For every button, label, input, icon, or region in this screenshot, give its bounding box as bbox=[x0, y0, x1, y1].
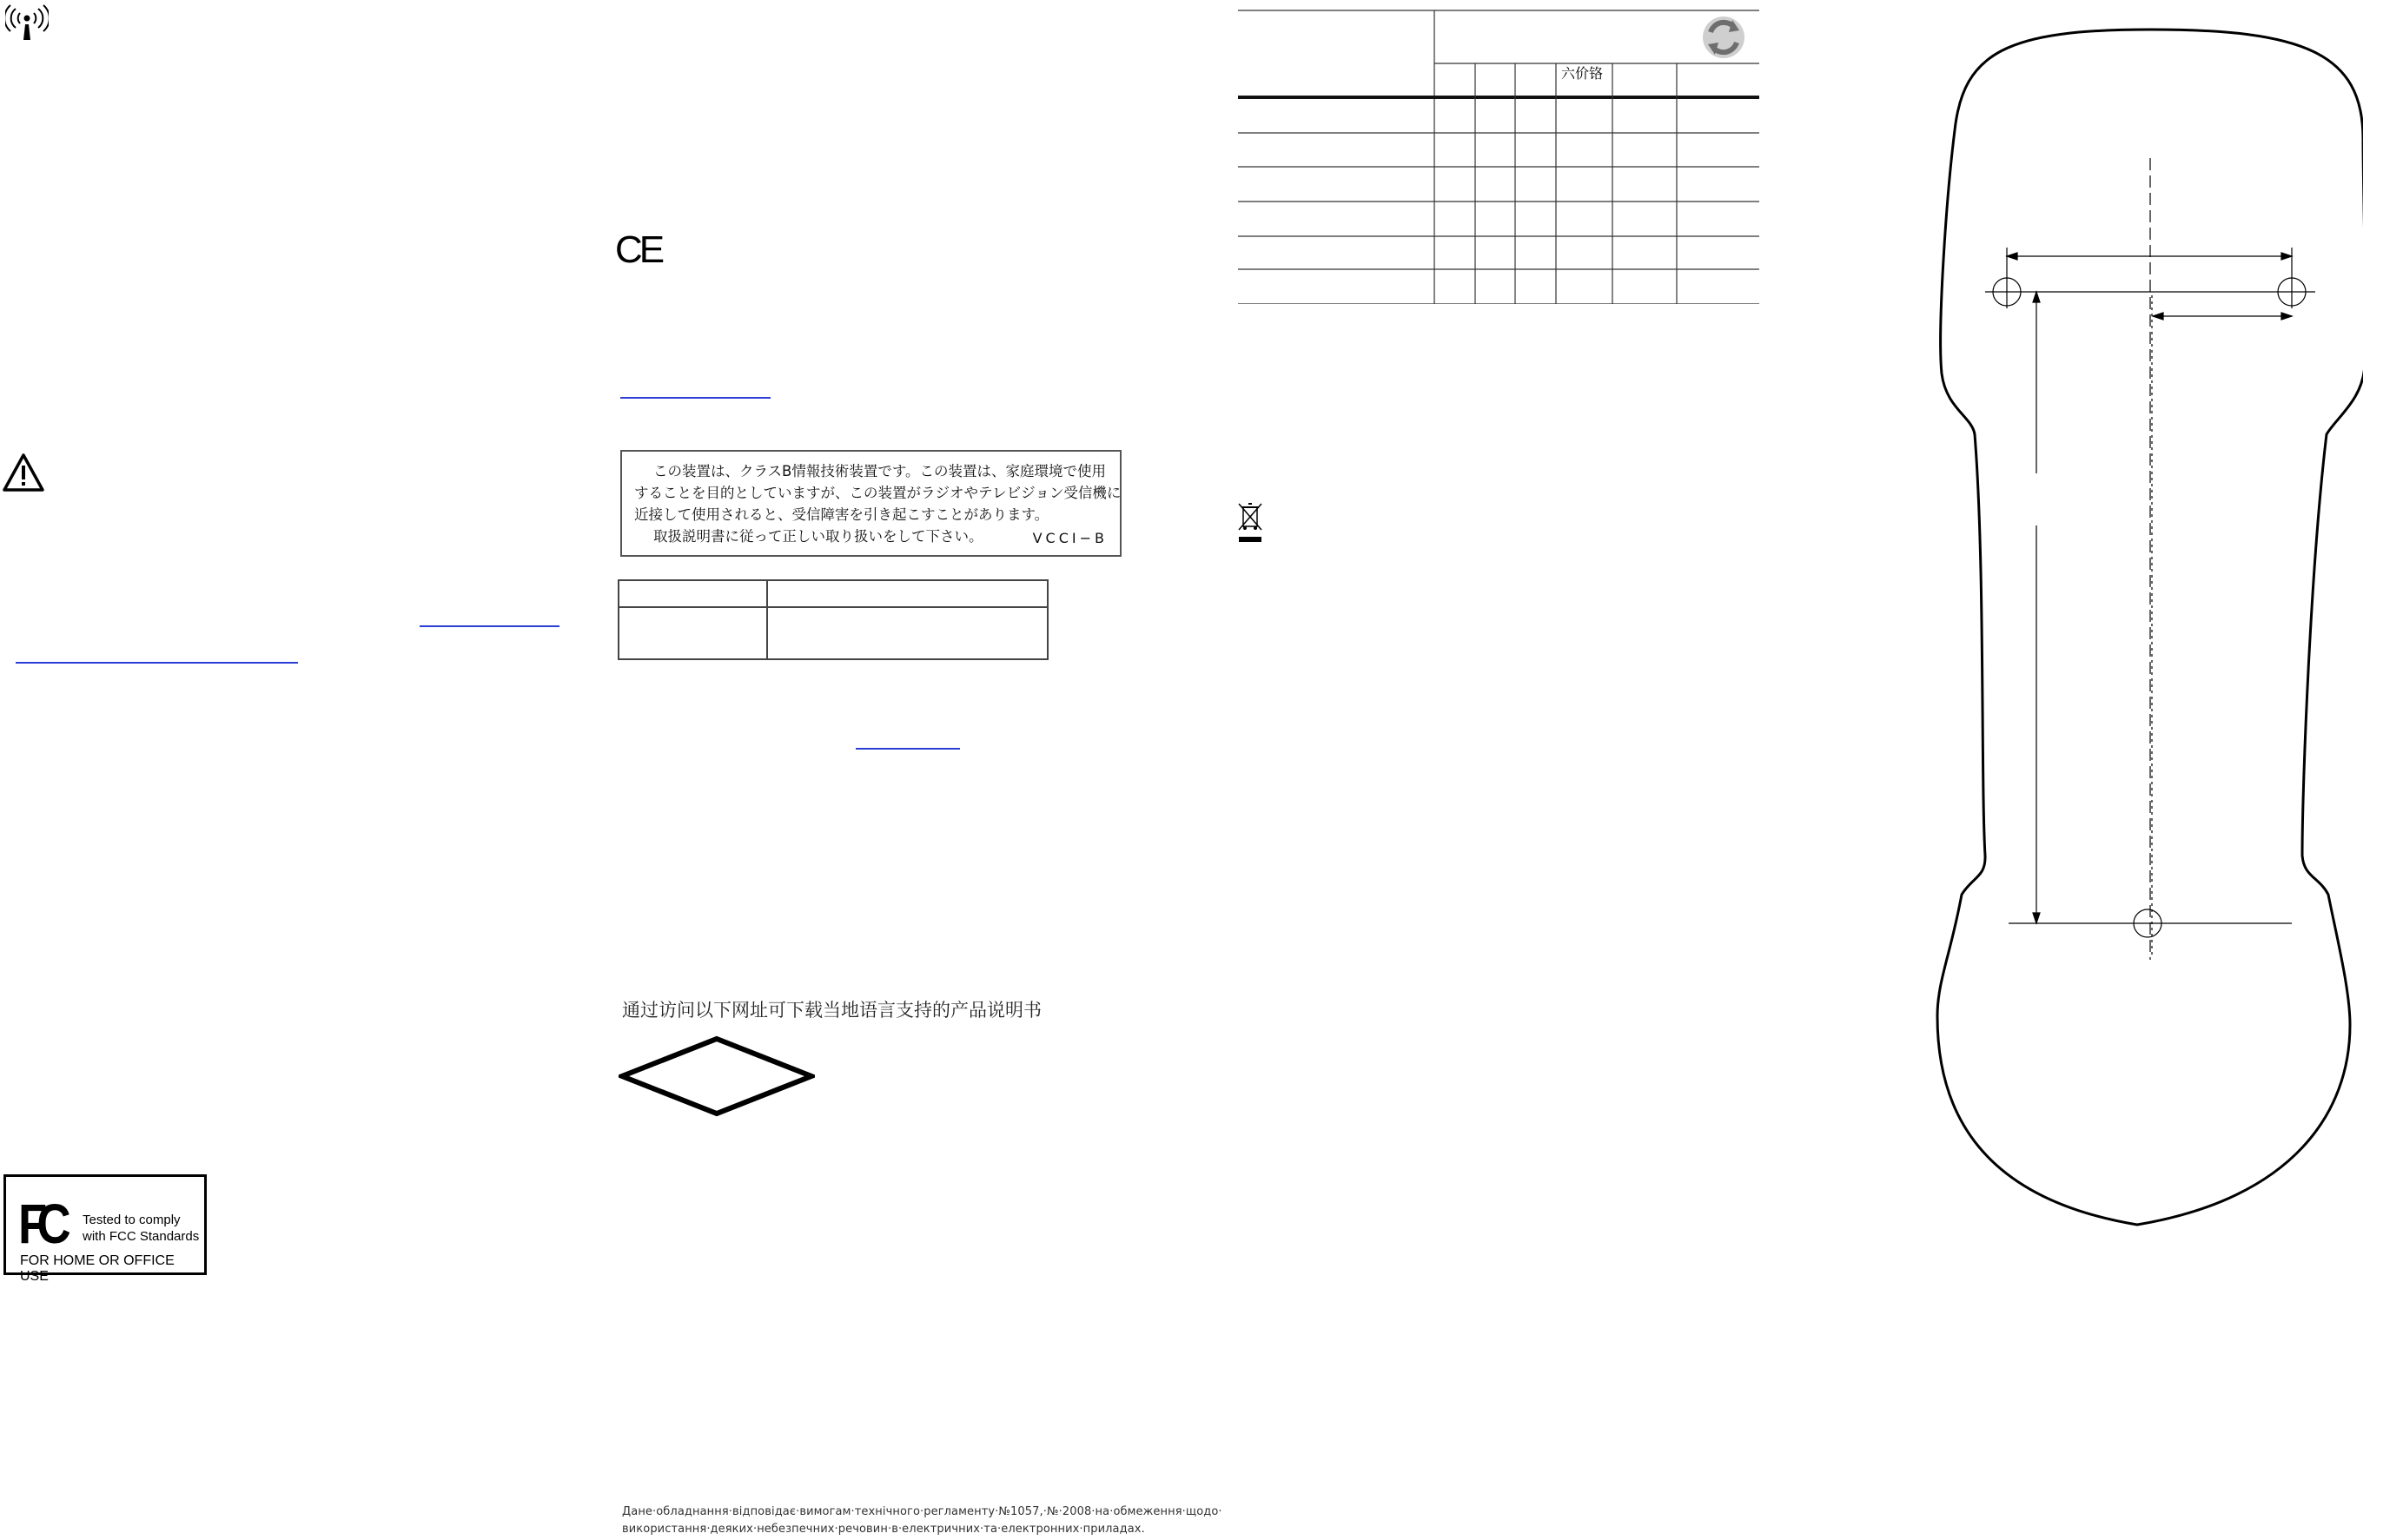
china-manual-download-text: 通过访问以下网址可下载当地语言支持的产品说明书 bbox=[622, 1000, 1042, 1021]
fcc-tested-text: Tested to comply with FCC Standards bbox=[83, 1213, 200, 1244]
vcci-mark: VCCI−B bbox=[1032, 530, 1108, 546]
rohs-header-hexavalent-chromium: 六价铬 bbox=[1561, 65, 1604, 82]
vcci-line-4: 取扱説明書に従って正しい取り扱いをして下さい。 bbox=[653, 528, 983, 545]
rohs-table bbox=[1238, 9, 1759, 304]
ukraine-text-line-2: використання·деяких·небезпечних·речовин·в·електричних·та·електронних·приладах. bbox=[622, 1523, 1145, 1536]
fcc-compliance-label bbox=[3, 1174, 207, 1284]
link-underline[interactable] bbox=[16, 662, 298, 664]
mounting-template-drawing bbox=[1877, 0, 2363, 1233]
non-ionizing-radiation-icon bbox=[5, 3, 49, 42]
vcci-line-1: この装置は、クラスB情報技術装置です。この装置は、家庭環境で使用 bbox=[653, 463, 1107, 479]
link-underline[interactable] bbox=[856, 748, 960, 750]
recycle-icon bbox=[1703, 17, 1744, 58]
info-table bbox=[618, 579, 1049, 660]
fcc-home-office-text: FOR HOME OR OFFICE USE bbox=[20, 1253, 175, 1284]
vcci-notice-box bbox=[620, 450, 1122, 557]
ukraine-text-line-1: Дане·обладнання·відповідає·вимогам·технічного·регламенту·№1057,·№·2008·на·обмеження·щодо· bbox=[622, 1505, 1222, 1518]
diamond-outline bbox=[619, 1035, 815, 1117]
link-underline[interactable] bbox=[420, 625, 559, 627]
vcci-line-2: することを目的としていますが、この装置がラジオやテレビジョン受信機に bbox=[634, 485, 1122, 501]
warning-triangle-icon bbox=[2, 452, 45, 493]
weee-bin-icon bbox=[1237, 502, 1265, 545]
fcc-logo: FC bbox=[18, 1193, 61, 1255]
ce-mark-icon: CE bbox=[615, 228, 662, 271]
vcci-line-3: 近接して使用されると、受信障害を引き起こすことがあります。 bbox=[634, 506, 1049, 523]
link-underline[interactable] bbox=[620, 397, 771, 399]
